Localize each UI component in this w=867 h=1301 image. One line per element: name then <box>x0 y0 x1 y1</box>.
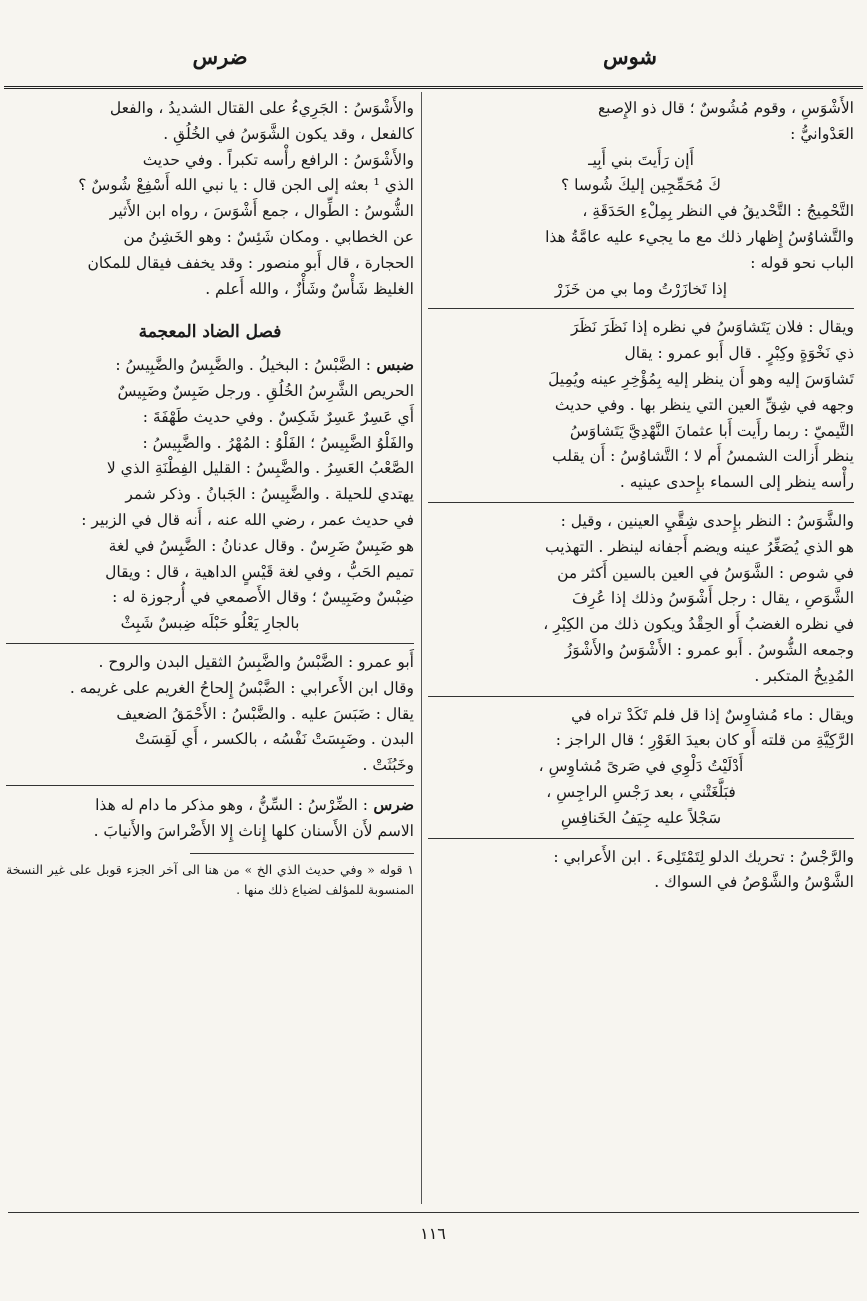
text-line: هو ضَبِسٌ ضَرِسٌ . وقال عدنانُ : الضَّبِسُ في لغة <box>108 536 414 555</box>
text-line: في شوص : الشَّوَسُ في العين بالسين أَكثر من <box>557 563 854 582</box>
header-rule <box>4 86 863 89</box>
footnote-rule <box>190 853 414 854</box>
verse-line: أَدْلَيْتُ دَلْوِي في صَرىً مُشاوِسِ ، <box>538 757 744 776</box>
text-line: وخَبُثَتْ . <box>362 756 414 775</box>
left-top-section <box>6 96 414 302</box>
entry-headword: ضرس <box>367 794 414 814</box>
entry-text: : الضِّرْسُ : السِّنُّ ، وهو مذكر ما دام له هذا <box>95 795 368 814</box>
text-line <box>6 792 414 819</box>
footnote: ١ قوله « وفي حديث الذي الخ » من هنا الى آخر الجزء قوبل على غير النسخة المنسوبة للمؤلف لضياع ذلك منها . <box>6 861 414 897</box>
text-line: الذي ¹ بعثه إلى الجن قال : يا نبي الله أَسْفِعْ شُوسٌ ؟ <box>78 176 414 195</box>
verse-line: إذا تَخازَرْتُ وما بي من خَزَرْ <box>554 279 728 298</box>
entry-separator <box>428 502 854 503</box>
entry-text: : الضَّبْسُ : البخيلُ . والضَّبِسُ والضَّبِيسُ : <box>115 356 371 375</box>
column-divider <box>421 92 422 1204</box>
text-line <box>6 352 414 379</box>
text-line: الصَّعْبُ العَسِرُ . والضَّبِسُ : القليل الفِطْنَةِ الذي لا <box>106 459 414 478</box>
text-line: في حديث عمر ، رضي الله عنه ، أَنه قال في الزبير : <box>81 510 414 529</box>
text-line: كالفعل ، وقد يكون الشَّوَسُ في الخُلُقِ . <box>163 124 414 143</box>
entry-dars <box>6 792 414 845</box>
verse-line: بالجارِ يَعْلُو حَبْلَه ضِبسٌ شَبِثْ <box>120 614 300 633</box>
entry-separator <box>6 643 414 644</box>
page-header-right: شوس <box>602 44 658 69</box>
left-column <box>6 96 414 900</box>
entry-headword: ضبس <box>371 355 414 375</box>
entry-separator <box>428 308 854 309</box>
text-line: البدن . وضَبِسَتْ نَفْسُه ، بالكسر ، أَي لَقِسَتْ <box>135 730 414 749</box>
text-line: أَبو عمرو : الضَّبْسُ والضَّبِسُ الثقيل البدن والروح . <box>98 652 414 671</box>
text-line: والأَشْوَسُ : الجَرِيءُ على القتال الشديدُ ، والفعل <box>109 99 414 117</box>
page-header-left: ضرس <box>192 44 248 69</box>
text-line: يهتدي للحيلة . والضَّبِيسُ : الجَبانُ . وذكر شمر <box>125 485 414 504</box>
text-line: ويقال : فلان يَتَشاوَسُ في نظره إذا نَظَرَ نَظَرَ <box>571 318 854 337</box>
text-line: أَي عَسِرٌ عَسِرٌ شَكِسٌ . وفي حديث طَهْفَةَ : <box>142 407 414 426</box>
text-line: ذي نَخْوَةٍ وكِبْرٍ . قال أَبو عمرو : يقال <box>624 344 854 363</box>
verse-line: أَإن رَأَيتَ بني أَبِيـ <box>588 150 694 169</box>
text-line: والفَلْوُ الضَّبِيسُ ؛ الفَلْوُ : المُهْرُ . والضَّبِيسُ : <box>142 433 414 452</box>
text-line: الشَّوَصِ ، يقال : رجل أَشْوَسُ وذلك إذا عُرِفَ <box>572 589 854 608</box>
section-title: فصل الضاد المعجمة <box>138 322 282 343</box>
text-line: ينظر أَزالت الشمسُ أَم لا ؛ التَّشاوُسُ : أَن يقلب <box>552 447 854 466</box>
entry-separator <box>428 696 854 697</box>
verse-line: فبَلَّغَتْني ، بعد رَجْسِ الراجِسِ ، <box>546 782 736 801</box>
text-line: هو الذي يُصَغِّرُ عينه ويضم أَجفانه لينظر . التهذيب <box>544 537 854 556</box>
text-line: تَشاوَسَ إليه وهو أَن ينظر إليه بِمُؤْخِرِ عينه ويُمِيلَ <box>548 369 854 388</box>
text-line: وجمعه الشُّوسُ . أَبو عمرو : الأَشْوَسُ والأَشْوَزُ <box>564 640 854 659</box>
text-line: والرَّجْسُ : تحريك الدلو لِتَمْتَلِىءَ . ابن الأَعرابي : <box>553 847 854 866</box>
text-line: في نظره الغضبُ أَو الحِقْدُ ويكون ذلك من الكِبْرِ ، <box>543 615 854 634</box>
text-line: الباب نحو قوله : <box>750 253 854 272</box>
text-line: يقال : ضَبَسَ عليه . والضَّبْسُ : الأَحْمَقُ الضعيف <box>116 704 414 723</box>
right-column <box>428 96 854 896</box>
text-line: رأْسه ينظر إلى السماء بإِحدى عينيه . <box>619 473 854 492</box>
text-line: الغليظ شَأْسٌ وشَأْزٌ ، والله أَعلم . <box>205 279 414 298</box>
text-line: تميم الحَبُّ ، وفي لغة قَيْسٍ الداهية ، قال : ويقال <box>105 562 414 581</box>
text-line: الحجارة ، قال أَبو منصور : وقد يخفف فيقال للمكان <box>87 253 414 272</box>
verse-line: سَجْلاً عليه جِيَفُ الخَنافِسِ <box>560 808 722 827</box>
text-line: الاسم لأَن الأَسنان كلها إِناث إِلا الأَضْراسَ والأَنيابَ . <box>93 821 414 840</box>
text-line: الشَّوْسُ والشَّوْصُ في السواك . <box>654 873 854 892</box>
text-line: المُدِيخُ المتكبر . <box>754 666 854 685</box>
verse-line: كَ مُحَمِّجِين إليكَ شُوسا ؟ <box>561 176 721 195</box>
text-line: العَدْوانيُّ : <box>790 124 854 143</box>
text-line: الحريص الشَّرِسُ الخُلُقِ . ورجل ضَبِسٌ وضَبِيسٌ <box>117 381 414 400</box>
text-line: عن الخطابي . ومكان شَئِسٌ : وهو الخَشِنُ من <box>123 227 414 246</box>
text-line: وجهه في شِقِّ العين التي ينظر بها . وفي حديث <box>554 395 854 414</box>
text-line: ضِبْسٌ وضَبِيسٌ ؛ وقال الأَصمعي في أُرجوزة له : <box>112 588 414 607</box>
footer-rule <box>8 1212 859 1213</box>
entry-separator <box>6 785 414 786</box>
text-line: ويقال : ماء مُشاوِسٌ إذا قل فلم تَكَدْ تراه في <box>571 705 854 724</box>
text-line: التَّيميّ : ربما رأَيت أَبا عثمانَ النَّهْدِيَّ يَتَشاوَسُ <box>569 421 854 440</box>
text-line: والتَّشاوُسُ إِظهار ذلك مع ما يجيء عليه عامَّةُ هذا <box>545 227 854 246</box>
text-line: الرَّكِيَّةِ من قلته أَو كان بعيدَ الغَوْرِ ؛ قال الراجز : <box>555 731 854 750</box>
text-line: والشَّوَسُ : النظر بإِحدى شِقَّيِ العينين ، وقيل : <box>560 511 854 530</box>
text-line: وقال ابن الأَعرابي : الضَّبْسُ إِلحاحُ الغريم على غريمه . <box>69 678 414 697</box>
text-line: الشُّوسُ : الطِّوال ، جمع أَشْوَسَ ، رواه ابن الأَثير <box>109 202 414 221</box>
text-line: التَّحْمِيجُ : التَّحْديقُ في النظر بِمِلْءِ الحَدَقَةِ ، <box>582 202 854 221</box>
text-line: الأَشْوَسِ ، وقوم مُشُوسٌ ؛ قال ذو الإِصبع <box>597 99 854 117</box>
entry-separator <box>428 838 854 839</box>
entry-dabs <box>6 352 414 779</box>
text-line: والأَشْوَسُ : الرافع رأْسه تكبراً . وفي حديث <box>142 150 414 169</box>
page-number: ١١٦ <box>420 1224 446 1243</box>
